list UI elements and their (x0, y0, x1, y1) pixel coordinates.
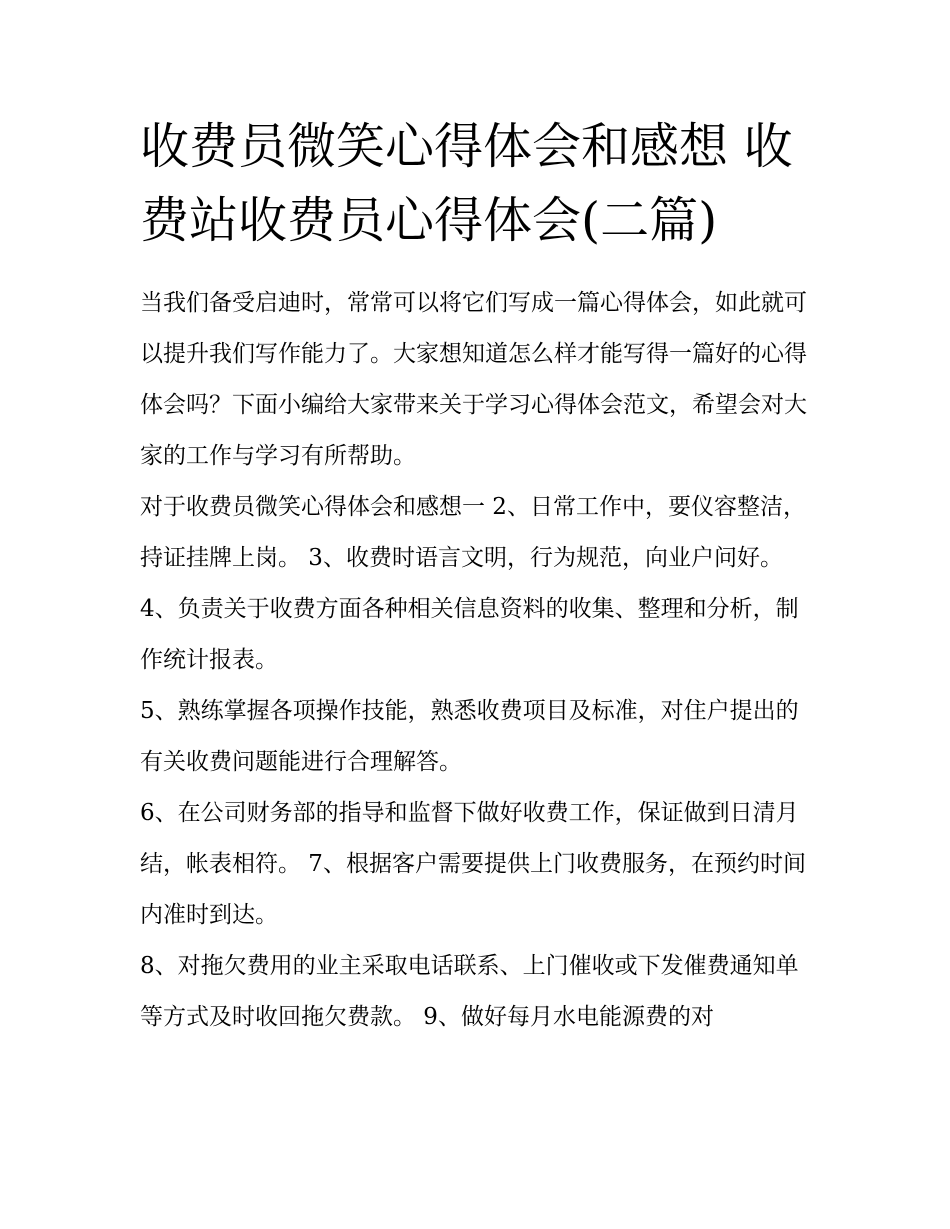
paragraph-item-1-3: 对于收费员微笑心得体会和感想一 2、日常工作中，要仪容整洁，持证挂牌上岗。 3、收费时语言文明，行为规范，向业户问好。 (140, 494, 806, 571)
paragraph-item-4: 4、负责关于收费方面各种相关信息资料的收集、整理和分析，制作统计报表。 (140, 596, 799, 673)
paragraph-item-5: 5、熟练掌握各项操作技能，熟悉收费项目及标准，对住户提出的有关收费问题能进行合理解答。 (140, 698, 799, 775)
paragraph-intro: 当我们备受启迪时，常常可以将它们写成一篇心得体会，如此就可以提升我们写作能力了。大家想知道怎么样才能写得一篇好的心得体会吗？下面小编给大家带来关于学习心得体会范文，希望会对大家的工作与学习有所帮助。 (140, 290, 807, 469)
paragraph-item-6-7: 6、在公司财务部的指导和监督下做好收费工作，保证做到日清月结，帐表相符。 7、根据客户需要提供上门收费服务，在预约时间内准时到达。 (140, 800, 806, 928)
document-body (140, 278, 820, 1043)
document-title: 收费员微笑心得体会和感想 收费站收费员心得体会(二篇) (140, 118, 793, 249)
paragraph-item-8-9: 8、对拖欠费用的业主采取电话联系、上门催收或下发催费通知单等方式及时收回拖欠费款。 9、做好每月水电能源费的对 (140, 953, 799, 1030)
